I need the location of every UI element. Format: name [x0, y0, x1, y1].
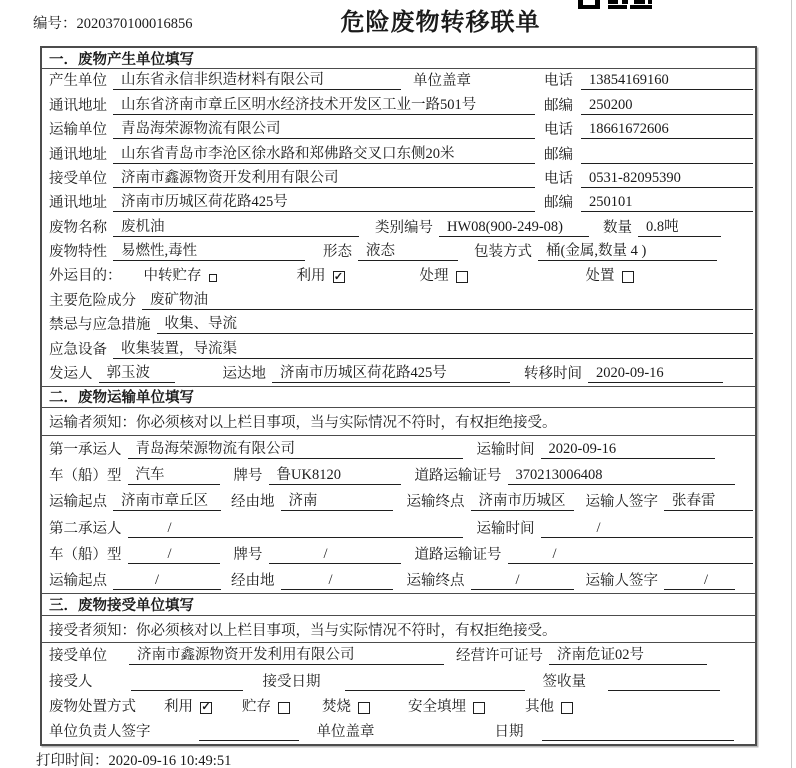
- row-disposal: [42, 694, 755, 719]
- row-receiver: [42, 167, 755, 191]
- origin1-label: 运输起点: [49, 494, 107, 511]
- origin2-label: 运输起点: [49, 573, 107, 589]
- addr3-label: 通讯地址: [49, 195, 107, 212]
- row-waste-props: [42, 240, 755, 264]
- pack-label: 包装方式: [474, 244, 532, 260]
- row-sender: [42, 362, 755, 386]
- prop-value: 易燃性,毒性: [113, 239, 305, 261]
- option-transfer-storage: [144, 264, 217, 285]
- option-treat: [420, 264, 468, 285]
- plate1-label: 牌号: [233, 468, 263, 485]
- responsible-sign-label: 单位负责人签字: [49, 724, 151, 741]
- trans-value: 青岛海荣源物流有限公司: [113, 117, 535, 139]
- section1-header: 一．废物产生单位填写: [42, 48, 755, 69]
- producer-value: 山东省永信非织造材料有限公司: [113, 68, 401, 90]
- page-edge-line: [791, 0, 792, 768]
- phone3-value: 0531-82095390: [581, 170, 753, 188]
- phone1-value: 13854169160: [581, 72, 753, 90]
- sig2-value: /: [664, 572, 735, 590]
- row-producer-address: [42, 93, 755, 117]
- option-disposal-landfill: [408, 695, 485, 716]
- responsible-sign-value: [199, 740, 299, 741]
- dest1-label: 运输终点: [406, 494, 465, 511]
- serial-value: 2020370100016856: [76, 16, 193, 32]
- row-receiver-address: [42, 191, 755, 215]
- accept-unit-label: 接受单位: [49, 648, 107, 665]
- time1-value: 2020-09-16: [541, 441, 716, 459]
- road2-value: /: [508, 546, 754, 564]
- row-responsible-sign: [42, 719, 755, 744]
- addr1-label: 通讯地址: [49, 97, 107, 114]
- option-label: 焚烧: [322, 698, 351, 715]
- option-label: 其他: [525, 698, 554, 715]
- accept-date-label: 接受日期: [262, 673, 321, 690]
- option-dispose: [586, 264, 634, 285]
- category-value: HW08(900-249-08): [439, 219, 589, 237]
- accept-unit-value: 济南市鑫源物资开发利用有限公司: [129, 643, 444, 665]
- taboo-value: 收集、导流: [157, 312, 754, 334]
- option-label: 安全填埋: [408, 698, 466, 715]
- time1-label: 运输时间: [476, 442, 535, 459]
- print-time-label: 打印时间：: [36, 753, 109, 768]
- row-carrier2: [42, 514, 755, 540]
- unit-stamp-label: 单位盖章: [316, 724, 375, 741]
- time2-value: /: [541, 520, 754, 538]
- sender-label: 发运人: [49, 365, 93, 382]
- print-time-value: 2020-09-16 10:49:51: [108, 753, 232, 768]
- via2-value: /: [281, 572, 393, 590]
- plate2-value: /: [269, 546, 401, 564]
- transfer-time-label: 转移时间: [524, 365, 582, 382]
- plate2-label: 牌号: [233, 546, 263, 563]
- row-accept-person: [42, 668, 755, 693]
- amount-value: [608, 690, 720, 691]
- option-disposal-utilize: [164, 695, 212, 716]
- vehicle1-label: 车（船）型: [49, 468, 122, 485]
- equip-label: 应急设备: [49, 341, 107, 358]
- via2-label: 经由地: [231, 573, 275, 589]
- qty-label: 数量: [603, 219, 632, 236]
- prop-label: 废物特性: [49, 244, 107, 260]
- option-disposal-store: [242, 695, 290, 716]
- title-area: [0, 2, 796, 37]
- purpose-label: 外运目的：: [49, 268, 122, 285]
- row-vehicle2: [42, 541, 755, 567]
- stamp-label: 单位盖章: [413, 73, 471, 90]
- vehicle2-value: /: [128, 546, 220, 564]
- category-label: 类别编号: [375, 219, 433, 236]
- accept-person-label: 接受人: [49, 673, 93, 690]
- zip1-value: 250200: [581, 97, 753, 115]
- road2-label: 道路运输证号: [414, 546, 502, 563]
- checkbox-disposal-store: [278, 702, 290, 714]
- vehicle2-label: 车（船）型: [49, 546, 122, 563]
- checkbox-treat: [456, 271, 468, 283]
- option-label: 处理: [419, 268, 449, 285]
- row-vehicle1: [42, 462, 755, 488]
- date2-label: 日期: [494, 724, 524, 741]
- producer-label: 产生单位: [49, 73, 107, 90]
- disposal-label: 废物处置方式: [49, 698, 136, 715]
- checkbox-disposal-landfill: [473, 702, 485, 714]
- row-route2: [42, 567, 755, 593]
- section2-notice: 运输者须知：你必须核对以上栏目事项，当与实际情况不符时，有权拒绝接受。: [42, 408, 755, 436]
- row-carrier1: [42, 436, 755, 462]
- row-purpose: [42, 264, 755, 288]
- option-disposal-incinerate: [322, 695, 370, 716]
- hazard-label: 主要危险成分: [49, 292, 136, 309]
- waste-name-value: 废机油: [113, 215, 359, 237]
- zip3-value: 250101: [581, 194, 753, 212]
- section3-notice: 接受者须知：你必须核对以上栏目事项，当与实际情况不符时，有权拒绝接受。: [42, 616, 755, 643]
- plate1-value: 鲁UK8120: [269, 463, 401, 485]
- carrier2-label: 第二承运人: [49, 520, 122, 537]
- origin2-value: /: [113, 572, 221, 590]
- license-label: 经营许可证号: [456, 648, 543, 665]
- option-utilize: [297, 264, 345, 285]
- addr1-value: 山东省济南市章丘区明水经济技术开发区工业一路501号: [113, 93, 535, 115]
- option-label: 贮存: [242, 698, 271, 715]
- dest1-value: 济南市历城区: [471, 489, 574, 511]
- zip2-value: [581, 163, 753, 164]
- section1-body: [42, 69, 755, 386]
- via1-label: 经由地: [231, 494, 275, 511]
- sender-value: 郭玉波: [99, 361, 175, 383]
- carrier1-value: 青岛海荣源物流有限公司: [128, 437, 463, 459]
- form-label: 形态: [323, 244, 352, 260]
- serial-label: 编号：: [33, 16, 77, 32]
- checkbox-disposal-incinerate: [358, 702, 370, 714]
- transfer-time-value: 2020-09-16: [588, 365, 723, 383]
- row-accept-unit: [42, 643, 755, 668]
- sig1-label: 运输人签字: [585, 494, 658, 511]
- print-time: [36, 749, 231, 768]
- via1-value: 济南: [281, 489, 393, 511]
- form-value: 液态: [358, 239, 458, 261]
- sig2-label: 运输人签字: [585, 573, 658, 589]
- row-route1: [42, 488, 755, 514]
- waste-name-label: 废物名称: [49, 219, 107, 236]
- option-label: 中转贮存: [143, 268, 202, 285]
- row-waste-name: [42, 215, 755, 239]
- row-equipment: [42, 337, 755, 361]
- addr2-value: 山东省青岛市李沧区徐水路和郑佛路交叉口东侧20米: [113, 142, 535, 164]
- accept-person-value: [131, 690, 243, 691]
- checkbox-transfer-storage: [209, 274, 217, 282]
- addr3-value: 济南市历城区荷花路425号: [113, 190, 535, 212]
- zip1-label: 邮编: [544, 97, 573, 114]
- amount-label: 签收量: [542, 673, 586, 690]
- dest-value: 济南市历城区荷花路425号: [272, 361, 510, 383]
- phone3-label: 电话: [544, 170, 573, 187]
- row-hazard: [42, 288, 755, 312]
- vehicle1-value: 汽车: [128, 463, 220, 485]
- dest-label: 运达地: [222, 365, 266, 382]
- phone1-label: 电话: [544, 73, 573, 90]
- page-title: 危险废物转移联单: [340, 10, 541, 36]
- option-label: 处置: [585, 268, 615, 285]
- license-value: 济南危证02号: [549, 643, 707, 665]
- addr2-label: 通讯地址: [49, 146, 107, 163]
- zip2-label: 邮编: [544, 146, 573, 163]
- accept-date-value: [345, 690, 525, 691]
- road1-label: 道路运输证号: [414, 468, 502, 485]
- carrier1-label: 第一承运人: [49, 442, 122, 459]
- road1-value: 370213006408: [508, 467, 736, 485]
- row-transporter-address: [42, 142, 755, 166]
- phone2-value: 18661672606: [581, 121, 753, 139]
- zip3-label: 邮编: [544, 195, 573, 212]
- hazard-value: 废矿物油: [142, 288, 753, 310]
- equip-value: 收集装置，导流渠: [113, 337, 753, 359]
- option-label: 利用: [296, 268, 326, 285]
- option-disposal-other: [525, 695, 573, 716]
- checkbox-utilize: ✓: [333, 270, 344, 283]
- dest2-value: /: [471, 572, 574, 590]
- origin1-value: 济南市章丘区: [113, 489, 221, 511]
- pack-value: 桶(金属,数量 4 ): [538, 239, 717, 261]
- recv-value: 济南市鑫源物资开发利用有限公司: [113, 166, 535, 188]
- section2-header: 二．废物运输单位填写: [42, 386, 755, 408]
- time2-label: 运输时间: [476, 520, 535, 537]
- phone2-label: 电话: [544, 122, 573, 139]
- row-taboo: [42, 313, 755, 337]
- checkbox-disposal-other: [561, 702, 573, 714]
- taboo-label: 禁忌与应急措施: [49, 317, 151, 334]
- dest2-label: 运输终点: [406, 573, 465, 589]
- carrier2-value: /: [128, 520, 463, 538]
- section3-header: 三．废物接受单位填写: [42, 593, 755, 616]
- sig1-value: 张春雷: [664, 489, 753, 511]
- row-transporter: [42, 118, 755, 142]
- qty-value: 0.8吨: [638, 215, 721, 237]
- section2-body: [42, 436, 755, 593]
- transfer-form: [40, 46, 757, 746]
- row-producer: [42, 69, 755, 93]
- option-label: 利用: [164, 698, 193, 715]
- date2-value: [542, 740, 734, 741]
- checkbox-dispose: [622, 271, 634, 283]
- recv-label: 接受单位: [49, 170, 107, 187]
- trans-label: 运输单位: [49, 122, 107, 139]
- checkbox-disposal-utilize: ✓: [201, 701, 211, 714]
- section3-body: [42, 643, 755, 744]
